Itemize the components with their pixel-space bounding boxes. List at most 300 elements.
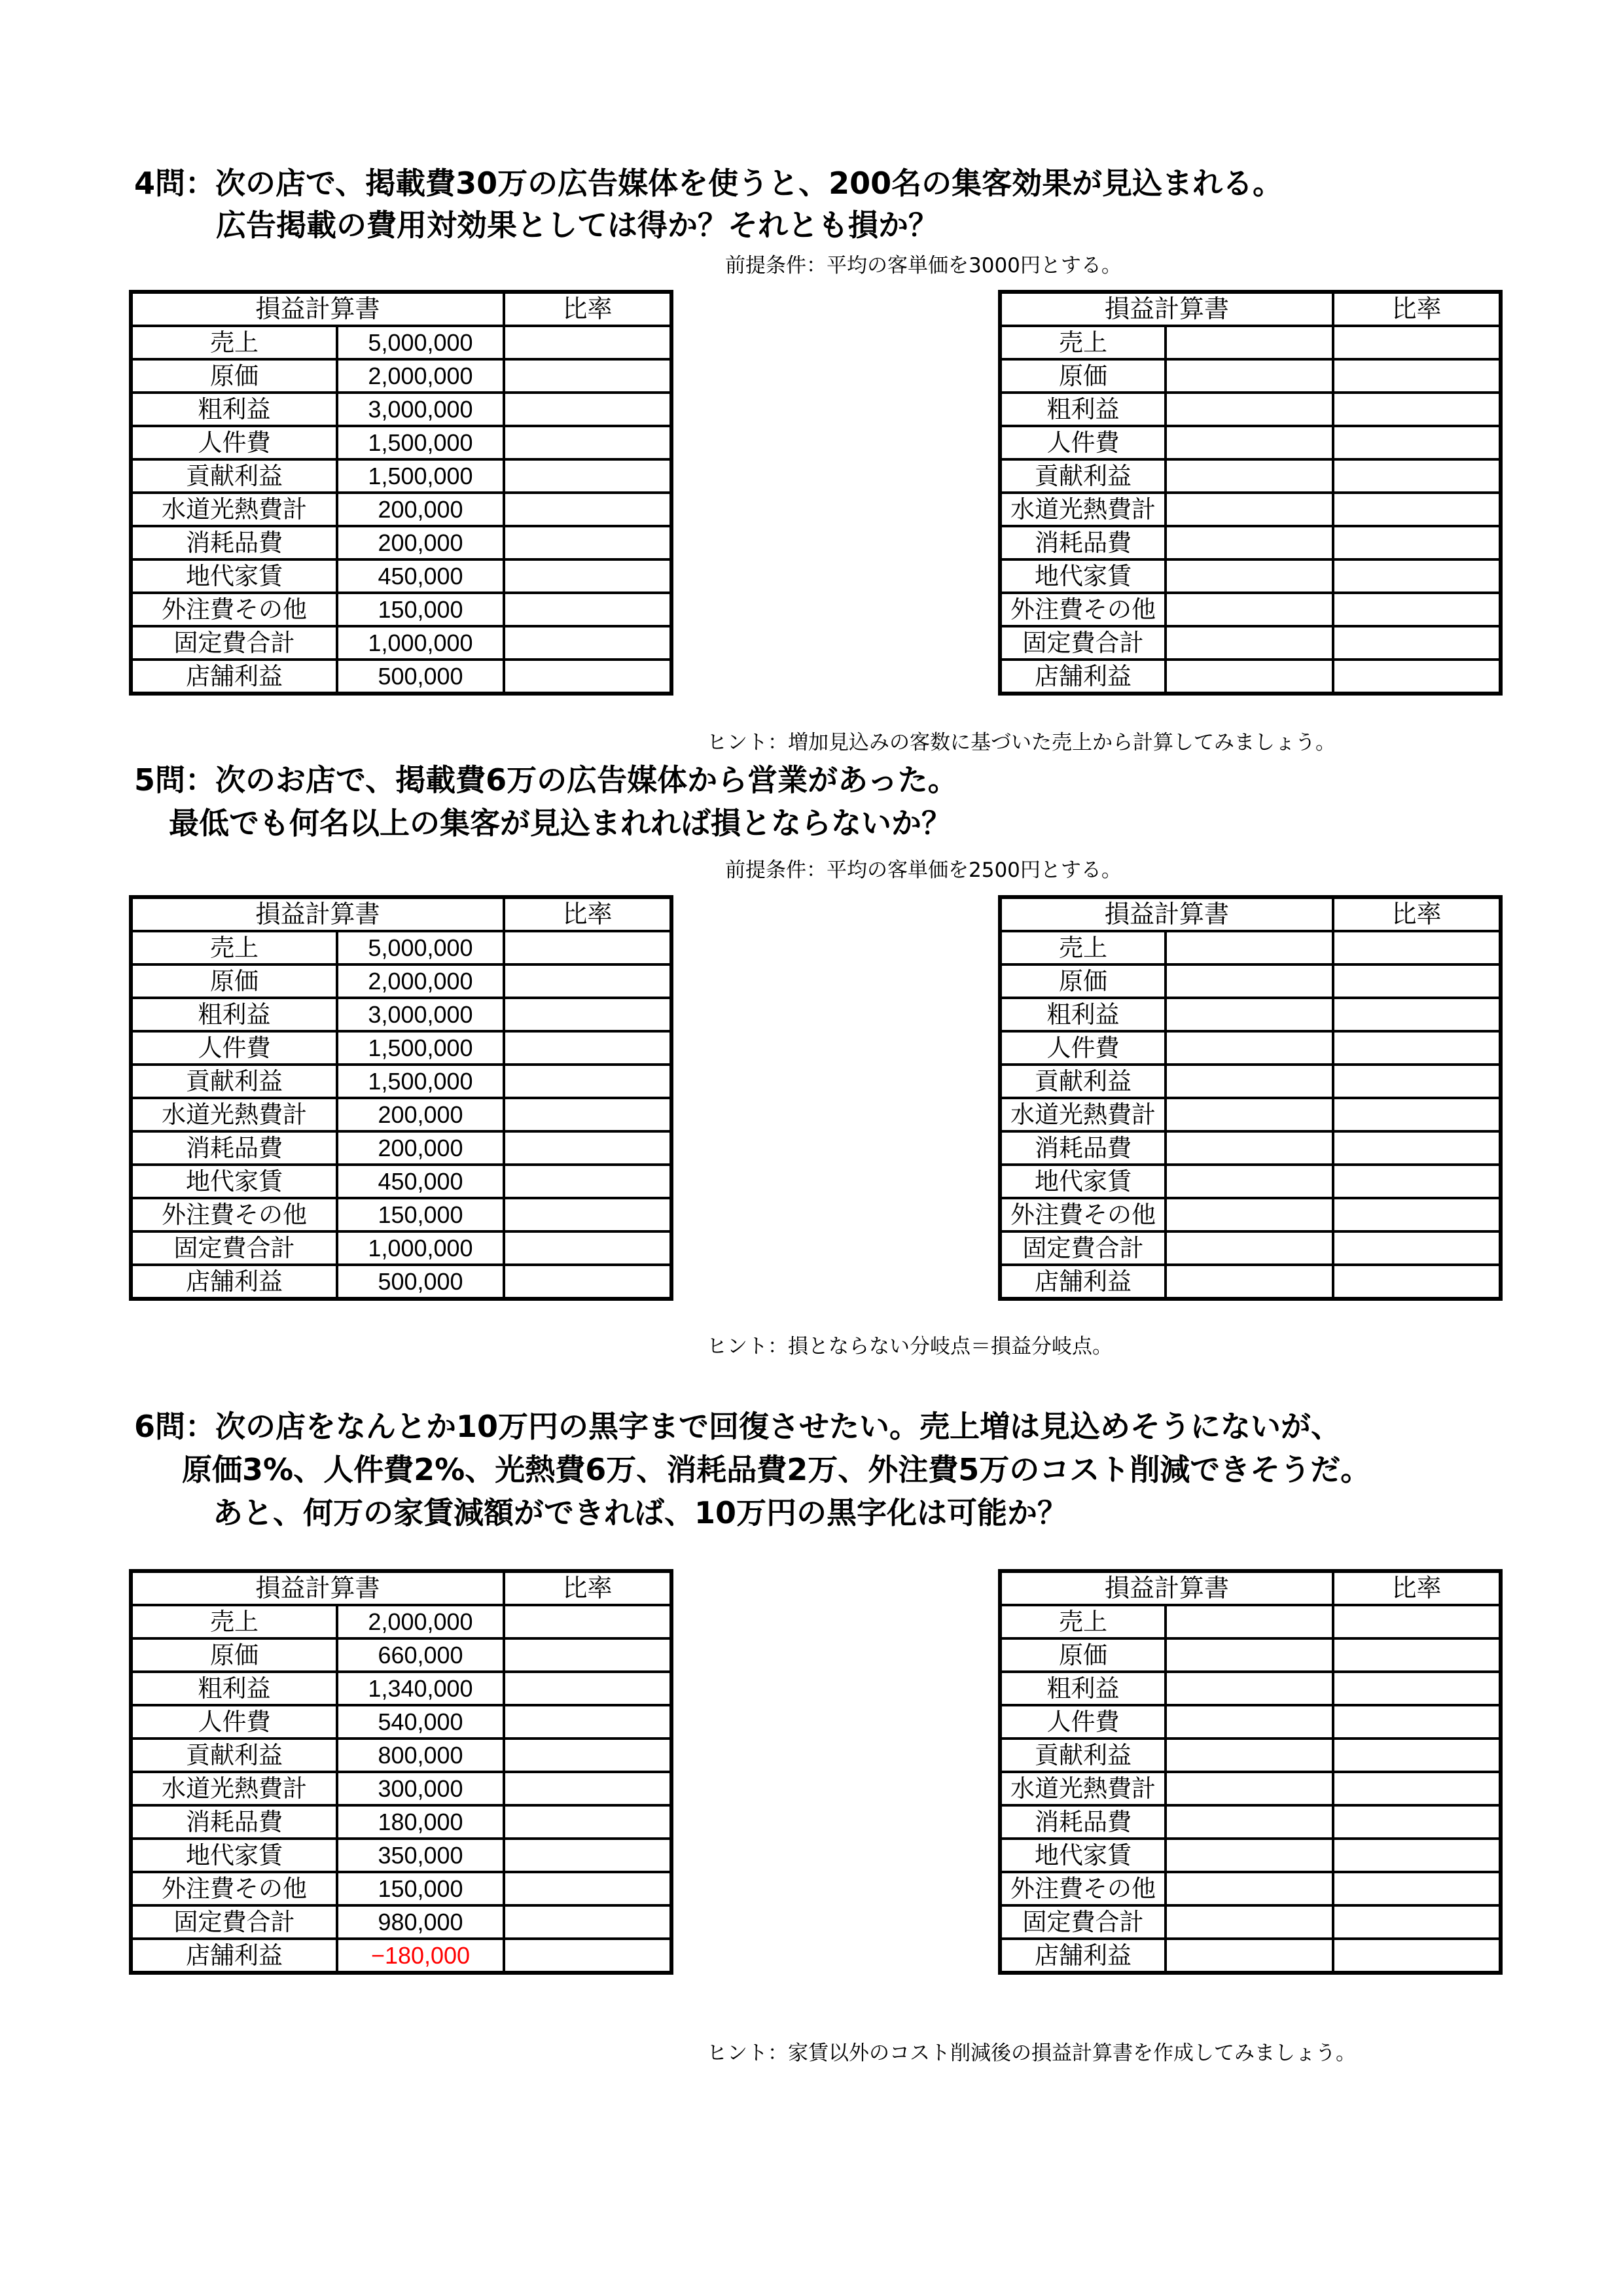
- table-row: [1000, 326, 1501, 359]
- table-header-row: [131, 897, 671, 931]
- ratio-cell[interactable]: [504, 1098, 671, 1131]
- row-label: 人件費: [131, 426, 337, 459]
- table-row: [131, 426, 671, 459]
- ratio-header: 比率: [1333, 292, 1501, 326]
- ratio-cell[interactable]: [1333, 1872, 1501, 1905]
- table-row: [131, 359, 671, 393]
- ratio-header: 比率: [504, 292, 671, 326]
- answer-value-cell[interactable]: [1166, 593, 1333, 626]
- table-row: [1000, 1605, 1501, 1638]
- ratio-cell[interactable]: [504, 626, 671, 660]
- answer-value-cell[interactable]: [1166, 1198, 1333, 1231]
- table-row: [1000, 393, 1501, 426]
- ratio-header: 比率: [504, 1571, 671, 1605]
- table-row: [1000, 998, 1501, 1031]
- ratio-cell[interactable]: [1333, 1805, 1501, 1839]
- ratio-cell[interactable]: [504, 426, 671, 459]
- table-row: [1000, 1065, 1501, 1098]
- row-label: 水道光熱費計: [1000, 493, 1166, 526]
- row-label: 粗利益: [131, 1672, 337, 1705]
- ratio-header: 比率: [1333, 897, 1501, 931]
- ratio-cell[interactable]: [504, 1872, 671, 1905]
- ratio-cell[interactable]: [1333, 1031, 1501, 1065]
- answer-value-cell[interactable]: [1166, 1739, 1333, 1772]
- ratio-cell[interactable]: [1333, 660, 1501, 694]
- row-label: 原価: [1000, 359, 1166, 393]
- row-value: 200,000: [337, 493, 504, 526]
- row-label: 地代家賃: [1000, 559, 1166, 593]
- q4-condition: 前提条件：平均の客単価を3000円とする。: [725, 254, 1122, 277]
- table-row: [1000, 426, 1501, 459]
- q6-answer-table: [998, 1569, 1503, 1975]
- ratio-cell[interactable]: [504, 526, 671, 559]
- ratio-cell[interactable]: [1333, 1638, 1501, 1672]
- table-row: [131, 1605, 671, 1638]
- answer-value-cell[interactable]: [1166, 1638, 1333, 1672]
- row-value: 1,500,000: [337, 1065, 504, 1098]
- row-value: 540,000: [337, 1705, 504, 1739]
- table-row: [1000, 1672, 1501, 1705]
- ratio-cell[interactable]: [504, 1905, 671, 1939]
- ratio-header: 比率: [1333, 1571, 1501, 1605]
- row-label: 店舗利益: [131, 1265, 337, 1299]
- row-value: 200,000: [337, 1131, 504, 1165]
- table-row: [1000, 526, 1501, 559]
- ratio-cell[interactable]: [1333, 326, 1501, 359]
- table-row: [1000, 1131, 1501, 1165]
- answer-value-cell[interactable]: [1166, 998, 1333, 1031]
- ratio-cell[interactable]: [1333, 1165, 1501, 1198]
- row-label: 水道光熱費計: [131, 1098, 337, 1131]
- answer-value-cell[interactable]: [1166, 326, 1333, 359]
- ratio-cell[interactable]: [1333, 1098, 1501, 1131]
- ratio-cell[interactable]: [504, 493, 671, 526]
- row-label: 消耗品費: [131, 526, 337, 559]
- row-value: 5,000,000: [337, 931, 504, 964]
- row-label: 売上: [1000, 326, 1166, 359]
- q4-answer-table: [998, 290, 1503, 696]
- row-label: 原価: [131, 1638, 337, 1672]
- ratio-cell[interactable]: [504, 1031, 671, 1065]
- row-label: 店舗利益: [131, 1939, 337, 1973]
- table-row: [131, 393, 671, 426]
- row-label: 人件費: [1000, 426, 1166, 459]
- table-row: [1000, 1265, 1501, 1299]
- row-value: 200,000: [337, 1098, 504, 1131]
- ratio-cell[interactable]: [504, 964, 671, 998]
- row-label: 原価: [131, 964, 337, 998]
- row-label: 固定費合計: [1000, 1905, 1166, 1939]
- ratio-cell[interactable]: [1333, 1772, 1501, 1805]
- row-value: 980,000: [337, 1905, 504, 1939]
- row-label: 店舗利益: [1000, 660, 1166, 694]
- answer-value-cell[interactable]: [1166, 1872, 1333, 1905]
- row-value: 1,500,000: [337, 426, 504, 459]
- pl-header: 損益計算書: [1000, 1571, 1333, 1605]
- table-row: [131, 1031, 671, 1065]
- ratio-cell[interactable]: [1333, 1198, 1501, 1231]
- ratio-cell[interactable]: [504, 593, 671, 626]
- table-row: [131, 626, 671, 660]
- row-value: 3,000,000: [337, 998, 504, 1031]
- table-row: [131, 1131, 671, 1165]
- row-value: −180,000: [337, 1939, 504, 1973]
- row-label: 外注費その他: [1000, 593, 1166, 626]
- row-label: 人件費: [1000, 1705, 1166, 1739]
- table-row: [1000, 1705, 1501, 1739]
- q5-pl-table: [129, 895, 673, 1301]
- table-row: [131, 1198, 671, 1231]
- ratio-cell[interactable]: [1333, 931, 1501, 964]
- answer-value-cell[interactable]: [1166, 1065, 1333, 1098]
- ratio-cell[interactable]: [504, 660, 671, 694]
- ratio-cell[interactable]: [504, 559, 671, 593]
- row-label: 売上: [1000, 931, 1166, 964]
- row-label: 売上: [131, 326, 337, 359]
- table-header-row: [131, 1571, 671, 1605]
- row-label: 人件費: [1000, 1031, 1166, 1065]
- row-label: 原価: [1000, 1638, 1166, 1672]
- table-row: [131, 1772, 671, 1805]
- pl-header: 損益計算書: [1000, 897, 1333, 931]
- table-row: [1000, 1839, 1501, 1872]
- q4-hint: ヒント：増加見込みの客数に基づいた売上から計算してみましょう。: [707, 731, 1336, 754]
- answer-value-cell[interactable]: [1166, 1672, 1333, 1705]
- q6-pl-table: [129, 1569, 673, 1975]
- pl-header: 損益計算書: [131, 1571, 504, 1605]
- ratio-cell[interactable]: [1333, 426, 1501, 459]
- ratio-cell[interactable]: [1333, 593, 1501, 626]
- row-label: 固定費合計: [131, 1905, 337, 1939]
- row-value: 150,000: [337, 1198, 504, 1231]
- ratio-cell[interactable]: [1333, 1939, 1501, 1973]
- row-label: 外注費その他: [131, 593, 337, 626]
- table-row: [1000, 931, 1501, 964]
- q5-hint: ヒント：損とならない分岐点＝損益分岐点。: [707, 1335, 1113, 1358]
- table-row: [1000, 593, 1501, 626]
- row-label: 外注費その他: [131, 1198, 337, 1231]
- table-row: [1000, 1939, 1501, 1973]
- row-value: 660,000: [337, 1638, 504, 1672]
- answer-value-cell[interactable]: [1166, 1098, 1333, 1131]
- row-label: 貢献利益: [1000, 1065, 1166, 1098]
- ratio-cell[interactable]: [504, 1772, 671, 1805]
- table-row: [1000, 1905, 1501, 1939]
- answer-value-cell[interactable]: [1166, 359, 1333, 393]
- ratio-cell[interactable]: [1333, 1839, 1501, 1872]
- row-label: 原価: [131, 359, 337, 393]
- table-row: [1000, 1098, 1501, 1131]
- table-row: [131, 326, 671, 359]
- row-value: 350,000: [337, 1839, 504, 1872]
- ratio-cell[interactable]: [504, 1638, 671, 1672]
- row-value: 500,000: [337, 1265, 504, 1299]
- row-label: 消耗品費: [131, 1805, 337, 1839]
- q5-title-line-1: 5問：次のお店で、掲載費6万の広告媒体から営業があった。: [134, 762, 958, 798]
- q6-hint: ヒント：家賃以外のコスト削減後の損益計算書を作成してみましょう。: [707, 2041, 1356, 2065]
- ratio-cell[interactable]: [504, 1605, 671, 1638]
- ratio-cell[interactable]: [1333, 359, 1501, 393]
- row-label: 水道光熱費計: [1000, 1772, 1166, 1805]
- row-label: 消耗品費: [1000, 1805, 1166, 1839]
- row-value: 300,000: [337, 1772, 504, 1805]
- ratio-cell[interactable]: [504, 1198, 671, 1231]
- table-row: [1000, 1872, 1501, 1905]
- row-label: 粗利益: [131, 998, 337, 1031]
- table-row: [131, 1805, 671, 1839]
- row-value: 200,000: [337, 526, 504, 559]
- ratio-cell[interactable]: [504, 1705, 671, 1739]
- answer-value-cell[interactable]: [1166, 459, 1333, 493]
- table-row: [1000, 1739, 1501, 1772]
- q5-answer-table: [998, 895, 1503, 1301]
- table-row: [131, 998, 671, 1031]
- ratio-cell[interactable]: [1333, 459, 1501, 493]
- row-label: 売上: [1000, 1605, 1166, 1638]
- ratio-cell[interactable]: [504, 1131, 671, 1165]
- row-label: 水道光熱費計: [131, 493, 337, 526]
- ratio-cell[interactable]: [1333, 393, 1501, 426]
- q4-title-line-2: 広告掲載の費用対効果としては得か？それとも損か？: [216, 207, 938, 243]
- row-label: 地代家賃: [131, 1165, 337, 1198]
- table-row: [131, 526, 671, 559]
- ratio-cell[interactable]: [1333, 1605, 1501, 1638]
- q6-title-line-3: あと、何万の家賃減額ができれば、10万円の黒字化は可能か？: [213, 1495, 1068, 1530]
- table-row: [1000, 1772, 1501, 1805]
- row-label: 貢献利益: [1000, 1739, 1166, 1772]
- table-row: [131, 964, 671, 998]
- ratio-cell[interactable]: [504, 1839, 671, 1872]
- row-value: 800,000: [337, 1739, 504, 1772]
- ratio-cell[interactable]: [504, 459, 671, 493]
- table-row: [1000, 1198, 1501, 1231]
- ratio-cell[interactable]: [1333, 526, 1501, 559]
- row-value: 180,000: [337, 1805, 504, 1839]
- table-row: [1000, 559, 1501, 593]
- row-value: 2,000,000: [337, 1605, 504, 1638]
- answer-value-cell[interactable]: [1166, 1772, 1333, 1805]
- answer-value-cell[interactable]: [1166, 426, 1333, 459]
- table-row: [131, 1905, 671, 1939]
- table-row: [1000, 660, 1501, 694]
- row-label: 人件費: [131, 1705, 337, 1739]
- table-row: [1000, 1805, 1501, 1839]
- table-row: [131, 593, 671, 626]
- ratio-cell[interactable]: [504, 1265, 671, 1299]
- table-row: [131, 1098, 671, 1131]
- table-row: [131, 1939, 671, 1973]
- table-row: [1000, 1031, 1501, 1065]
- table-row: [131, 1065, 671, 1098]
- ratio-cell[interactable]: [504, 1672, 671, 1705]
- pl-header: 損益計算書: [131, 292, 504, 326]
- ratio-header: 比率: [504, 897, 671, 931]
- row-label: 店舗利益: [131, 660, 337, 694]
- table-row: [1000, 359, 1501, 393]
- q6-title-line-2: 原価3%、人件費2%、光熱費6万、消耗品費2万、外注費5万のコスト削減できそうだ。: [182, 1452, 1371, 1487]
- row-value: 450,000: [337, 559, 504, 593]
- row-value: 1,340,000: [337, 1672, 504, 1705]
- table-row: [1000, 493, 1501, 526]
- table-row: [131, 931, 671, 964]
- row-label: 地代家賃: [1000, 1165, 1166, 1198]
- ratio-cell[interactable]: [504, 1739, 671, 1772]
- answer-value-cell[interactable]: [1166, 1165, 1333, 1198]
- table-header-row: [1000, 1571, 1501, 1605]
- answer-value-cell[interactable]: [1166, 1939, 1333, 1973]
- answer-value-cell[interactable]: [1166, 1605, 1333, 1638]
- row-label: 水道光熱費計: [1000, 1098, 1166, 1131]
- ratio-cell[interactable]: [504, 931, 671, 964]
- ratio-cell[interactable]: [1333, 998, 1501, 1031]
- row-label: 粗利益: [131, 393, 337, 426]
- row-label: 粗利益: [1000, 1672, 1166, 1705]
- answer-value-cell[interactable]: [1166, 1231, 1333, 1265]
- ratio-cell[interactable]: [504, 998, 671, 1031]
- ratio-cell[interactable]: [1333, 1131, 1501, 1165]
- row-value: 450,000: [337, 1165, 504, 1198]
- row-label: 貢献利益: [131, 459, 337, 493]
- answer-value-cell[interactable]: [1166, 964, 1333, 998]
- answer-value-cell[interactable]: [1166, 1031, 1333, 1065]
- row-label: 水道光熱費計: [131, 1772, 337, 1805]
- q5-condition: 前提条件：平均の客単価を2500円とする。: [725, 858, 1122, 882]
- ratio-cell[interactable]: [1333, 493, 1501, 526]
- answer-value-cell[interactable]: [1166, 526, 1333, 559]
- table-row: [1000, 1638, 1501, 1672]
- table-row: [131, 1165, 671, 1198]
- row-label: 外注費その他: [131, 1872, 337, 1905]
- answer-value-cell[interactable]: [1166, 931, 1333, 964]
- row-value: 150,000: [337, 1872, 504, 1905]
- row-label: 固定費合計: [131, 626, 337, 660]
- row-label: 貢献利益: [1000, 459, 1166, 493]
- table-row: [131, 1739, 671, 1772]
- row-label: 人件費: [131, 1031, 337, 1065]
- pl-header: 損益計算書: [131, 897, 504, 931]
- table-row: [1000, 964, 1501, 998]
- answer-value-cell[interactable]: [1166, 1905, 1333, 1939]
- ratio-cell[interactable]: [1333, 1905, 1501, 1939]
- ratio-cell[interactable]: [1333, 1739, 1501, 1772]
- row-label: 店舗利益: [1000, 1939, 1166, 1973]
- row-label: 外注費その他: [1000, 1198, 1166, 1231]
- table-row: [131, 1672, 671, 1705]
- q5-title-line-2: 最低でも何名以上の集客が見込まれれば損とならないか？: [169, 805, 952, 841]
- table-row: [131, 1872, 671, 1905]
- ratio-cell[interactable]: [504, 1065, 671, 1098]
- row-label: 貢献利益: [131, 1739, 337, 1772]
- ratio-cell[interactable]: [504, 1939, 671, 1973]
- table-row: [131, 493, 671, 526]
- answer-value-cell[interactable]: [1166, 1131, 1333, 1165]
- row-label: 地代家賃: [1000, 1839, 1166, 1872]
- row-label: 消耗品費: [1000, 526, 1166, 559]
- answer-value-cell[interactable]: [1166, 393, 1333, 426]
- ratio-cell[interactable]: [504, 326, 671, 359]
- table-row: [131, 1705, 671, 1739]
- q4-title-line-1: 4問：次の店で、掲載費30万の広告媒体を使うと、200名の集客効果が見込まれる。: [134, 166, 1283, 201]
- table-row: [1000, 1165, 1501, 1198]
- row-label: 固定費合計: [1000, 1231, 1166, 1265]
- answer-value-cell[interactable]: [1166, 1705, 1333, 1739]
- table-row: [131, 1265, 671, 1299]
- row-value: 150,000: [337, 593, 504, 626]
- row-value: 1,000,000: [337, 626, 504, 660]
- answer-value-cell[interactable]: [1166, 1839, 1333, 1872]
- table-row: [131, 1231, 671, 1265]
- table-row: [131, 559, 671, 593]
- q4-pl-table: [129, 290, 673, 696]
- row-label: 固定費合計: [131, 1231, 337, 1265]
- row-label: 固定費合計: [1000, 626, 1166, 660]
- answer-value-cell[interactable]: [1166, 1265, 1333, 1299]
- row-label: 売上: [131, 931, 337, 964]
- row-value: 1,500,000: [337, 1031, 504, 1065]
- row-value: 500,000: [337, 660, 504, 694]
- table-row: [131, 1638, 671, 1672]
- table-header-row: [1000, 292, 1501, 326]
- ratio-cell[interactable]: [1333, 1672, 1501, 1705]
- row-value: 2,000,000: [337, 359, 504, 393]
- ratio-cell[interactable]: [1333, 559, 1501, 593]
- row-label: 消耗品費: [1000, 1131, 1166, 1165]
- answer-value-cell[interactable]: [1166, 493, 1333, 526]
- row-label: 消耗品費: [131, 1131, 337, 1165]
- table-row: [131, 1839, 671, 1872]
- ratio-cell[interactable]: [504, 359, 671, 393]
- row-label: 売上: [131, 1605, 337, 1638]
- row-label: 店舗利益: [1000, 1265, 1166, 1299]
- row-label: 貢献利益: [131, 1065, 337, 1098]
- answer-value-cell[interactable]: [1166, 660, 1333, 694]
- table-row: [1000, 459, 1501, 493]
- ratio-cell[interactable]: [1333, 1265, 1501, 1299]
- q6-title-line-1: 6問：次の店をなんとか10万円の黒字まで回復させたい。売上増は見込めそうにないが、: [134, 1409, 1342, 1444]
- row-value: 1,000,000: [337, 1231, 504, 1265]
- ratio-cell[interactable]: [1333, 1231, 1501, 1265]
- answer-value-cell[interactable]: [1166, 1805, 1333, 1839]
- ratio-cell[interactable]: [504, 1805, 671, 1839]
- ratio-cell[interactable]: [504, 393, 671, 426]
- ratio-cell[interactable]: [1333, 626, 1501, 660]
- row-value: 3,000,000: [337, 393, 504, 426]
- table-row: [1000, 1231, 1501, 1265]
- row-value: 5,000,000: [337, 326, 504, 359]
- row-label: 外注費その他: [1000, 1872, 1166, 1905]
- table-header-row: [1000, 897, 1501, 931]
- table-row: [131, 660, 671, 694]
- row-value: 1,500,000: [337, 459, 504, 493]
- ratio-cell[interactable]: [504, 1231, 671, 1265]
- answer-value-cell[interactable]: [1166, 559, 1333, 593]
- answer-value-cell[interactable]: [1166, 626, 1333, 660]
- row-label: 原価: [1000, 964, 1166, 998]
- table-row: [1000, 626, 1501, 660]
- row-label: 地代家賃: [131, 559, 337, 593]
- row-label: 地代家賃: [131, 1839, 337, 1872]
- row-label: 粗利益: [1000, 998, 1166, 1031]
- ratio-cell[interactable]: [1333, 1065, 1501, 1098]
- ratio-cell[interactable]: [504, 1165, 671, 1198]
- table-row: [131, 459, 671, 493]
- ratio-cell[interactable]: [1333, 1705, 1501, 1739]
- table-header-row: [131, 292, 671, 326]
- pl-header: 損益計算書: [1000, 292, 1333, 326]
- ratio-cell[interactable]: [1333, 964, 1501, 998]
- row-value: 2,000,000: [337, 964, 504, 998]
- row-label: 粗利益: [1000, 393, 1166, 426]
